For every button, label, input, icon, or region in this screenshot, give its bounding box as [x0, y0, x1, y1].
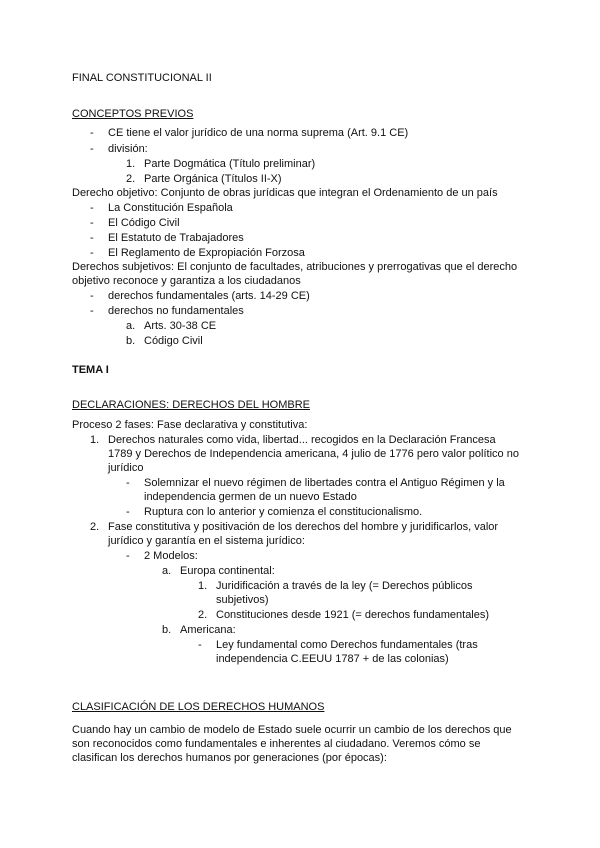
list-item: 2 Modelos: [144, 550, 198, 562]
list-item: derechos fundamentales (arts. 14-29 CE) [108, 290, 310, 302]
section-heading-declaraciones: DECLARACIONES: DERECHOS DEL HOMBRE [72, 399, 310, 411]
letter-marker: a. [162, 565, 172, 577]
list-item: derechos no fundamentales [108, 305, 244, 317]
number-marker: 1. [198, 580, 208, 592]
paragraph: Cuando hay un cambio de modelo de Estado suele ocurrir un cambio de los derechos que [72, 724, 512, 736]
list-item-continued: independencia germen de un nuevo Estado [144, 491, 357, 503]
bullet-dash: - [90, 232, 94, 244]
document-title: FINAL CONSTITUCIONAL II [72, 72, 212, 84]
list-item: Parte Dogmática (Título preliminar) [144, 158, 316, 170]
number-marker: 2. [90, 521, 100, 533]
bullet-dash: - [90, 217, 94, 229]
number-marker: 2. [198, 609, 208, 621]
paragraph: son reconocidos como fundamentales e inherentes al ciudadano. Veremos cómo se [72, 738, 481, 750]
bullet-dash: - [90, 143, 94, 155]
list-item: Constituciones desde 1921 (= derechos fundamentales) [216, 609, 490, 621]
list-item: Parte Orgánica (Títulos II-X) [144, 173, 282, 185]
number-marker: 1. [126, 158, 136, 170]
list-item: CE tiene el valor jurídico de una norma suprema (Art. 9.1 CE) [108, 127, 409, 139]
list-item: Código Civil [144, 335, 203, 347]
bullet-dash: - [90, 305, 94, 317]
list-item-continued: independencia C.EEUU 1787 + de las colonias) [216, 653, 449, 665]
list-item: Europa continental: [180, 565, 275, 577]
list-item-continued: 1789 y Derechos de Independencia americana, 4 julio de 1776 pero valor político no [108, 448, 519, 460]
bullet-dash: - [90, 127, 94, 139]
paragraph: clasifican los derechos humanos por generaciones (por épocas): [72, 752, 387, 764]
list-item: Juridificación a través de la ley (= Derechos públicos [216, 580, 473, 592]
chapter-heading: TEMA I [72, 364, 109, 376]
list-item: Arts. 30-38 CE [144, 320, 217, 332]
paragraph: Derecho objetivo: Conjunto de obras jurídicas que integran el Ordenamiento de un país [72, 187, 498, 199]
letter-marker: b. [126, 335, 136, 347]
number-marker: 2. [126, 173, 136, 185]
section-heading-clasificacion: CLASIFICACIÓN DE LOS DERECHOS HUMANOS [72, 701, 325, 713]
list-item-continued: subjetivos) [216, 594, 269, 606]
list-item: El Código Civil [108, 217, 180, 229]
paragraph: Derechos subjetivos: El conjunto de facultades, atribuciones y prerrogativas que el derecho [72, 261, 518, 273]
list-item: Solemnizar el nuevo régimen de libertades contra el Antiguo Régimen y la [144, 477, 505, 489]
bullet-dash: - [198, 639, 202, 651]
number-marker: 1. [90, 434, 100, 446]
list-item: Ruptura con lo anterior y comienza el constitucionalismo. [144, 506, 423, 518]
list-item: La Constitución Española [108, 202, 233, 214]
list-item: El Reglamento de Expropiación Forzosa [108, 247, 305, 259]
list-item: Ley fundamental como Derechos fundamentales (tras [216, 639, 478, 651]
list-item: Fase constitutiva y positivación de los derechos del hombre y juridificarlos, valor [108, 521, 499, 533]
bullet-dash: - [126, 506, 130, 518]
letter-marker: a. [126, 320, 136, 332]
paragraph: objetivo reconoce y garantiza a los ciudadanos [72, 275, 301, 287]
list-item: El Estatuto de Trabajadores [108, 232, 244, 244]
bullet-dash: - [126, 477, 130, 489]
section-heading-conceptos: CONCEPTOS PREVIOS [72, 108, 194, 120]
bullet-dash: - [126, 550, 130, 562]
paragraph: Proceso 2 fases: Fase declarativa y constitutiva: [72, 419, 308, 431]
bullet-dash: - [90, 290, 94, 302]
list-item: división: [108, 143, 148, 155]
list-item: Derechos naturales como vida, libertad... recogidos en la Declaración Francesa [108, 434, 496, 446]
bullet-dash: - [90, 247, 94, 259]
list-item: Americana: [180, 624, 236, 636]
letter-marker: b. [162, 624, 172, 636]
list-item-continued: jurídico [108, 462, 144, 474]
list-item-continued: jurídico y garantía en el sistema jurídico: [108, 535, 305, 547]
bullet-dash: - [90, 202, 94, 214]
